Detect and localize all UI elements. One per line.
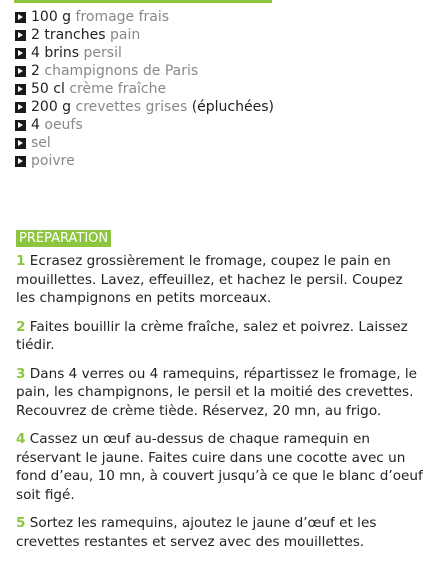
bullet-arrow-icon bbox=[15, 156, 26, 167]
ingredient-name: sel bbox=[31, 135, 51, 151]
ingredient-item bbox=[15, 116, 274, 134]
bullet-arrow-icon bbox=[15, 30, 26, 41]
step-paragraph bbox=[16, 252, 426, 308]
ingredient-note: (épluchées) bbox=[191, 99, 274, 115]
ingredient-item bbox=[15, 44, 274, 62]
ingredient-name: pain bbox=[110, 27, 141, 43]
bullet-arrow-icon bbox=[15, 102, 26, 113]
ingredient-list bbox=[15, 8, 274, 170]
bullet-arrow-icon bbox=[15, 66, 26, 77]
ingredient-item bbox=[15, 80, 274, 98]
step-number: 5 bbox=[16, 515, 26, 531]
ingredient-item bbox=[15, 8, 274, 26]
preparation-heading: PRÉPARATION bbox=[16, 230, 111, 247]
step-number: 1 bbox=[16, 253, 26, 269]
step-paragraph bbox=[16, 365, 426, 421]
ingredient-quantity: 4 brins bbox=[31, 45, 80, 61]
ingredient-quantity: 200 g bbox=[31, 99, 72, 115]
bullet-arrow-icon bbox=[15, 84, 26, 95]
ingredient-item bbox=[15, 134, 274, 152]
ingredient-quantity: 2 bbox=[31, 63, 40, 79]
step-number: 2 bbox=[16, 318, 26, 335]
ingredient-name: oeufs bbox=[44, 117, 83, 133]
ingredient-name: crème fraîche bbox=[69, 81, 167, 97]
step-number: 4 bbox=[16, 431, 26, 447]
ingredient-item bbox=[15, 62, 274, 80]
step-text: Sortez les ramequins, ajoutez le jaune d’œuf et les crevettes restantes et servez avec des mouillettes. bbox=[16, 515, 377, 550]
ingredient-name: fromage frais bbox=[75, 9, 170, 25]
ingredient-name: champignons de Paris bbox=[44, 63, 199, 79]
step-paragraph bbox=[16, 514, 426, 551]
ingredient-name: crevettes grises bbox=[75, 99, 188, 115]
ingredient-quantity: 4 bbox=[31, 117, 40, 133]
bullet-arrow-icon bbox=[15, 120, 26, 131]
top-accent-bar bbox=[14, 0, 272, 3]
ingredient-item bbox=[15, 26, 274, 44]
ingredient-name: persil bbox=[83, 45, 122, 61]
step-paragraph bbox=[16, 318, 426, 355]
ingredient-item bbox=[15, 98, 274, 116]
ingredient-item bbox=[15, 152, 274, 170]
ingredient-quantity: 50 cl bbox=[31, 81, 65, 97]
ingredient-name: poivre bbox=[31, 153, 75, 169]
ingredient-quantity: 100 g bbox=[31, 9, 72, 25]
step-text: Cassez un œuf au-dessus de chaque ramequin en réservant le jaune. Faites cuire dans une cocotte avec un fond d’eau, 10 mn, à couvert jusqu’à ce que le blanc d’oeuf soit figé. bbox=[16, 431, 423, 503]
bullet-arrow-icon bbox=[15, 48, 26, 59]
step-text: Dans 4 verres ou 4 ramequins, répartissez le fromage, le pain, les champignons, le persil et la moitié des crevettes. Recouvrez de crème tiède. Réservez, 20 mn, au frigo. bbox=[16, 365, 417, 419]
ingredient-quantity: 2 tranches bbox=[31, 27, 106, 43]
bullet-arrow-icon bbox=[15, 138, 26, 149]
bullet-arrow-icon bbox=[15, 12, 26, 23]
preparation-steps bbox=[16, 252, 426, 561]
step-text: Faites bouillir la crème fraîche, salez et poivrez. Laissez tiédir. bbox=[16, 318, 408, 353]
step-text: Ecrasez grossièrement le fromage, coupez le pain en mouillettes. Lavez, effeuillez, et hachez le persil. Coupez les champignons en petits morceaux. bbox=[16, 253, 403, 306]
step-number: 3 bbox=[16, 365, 26, 382]
step-paragraph bbox=[16, 430, 426, 504]
